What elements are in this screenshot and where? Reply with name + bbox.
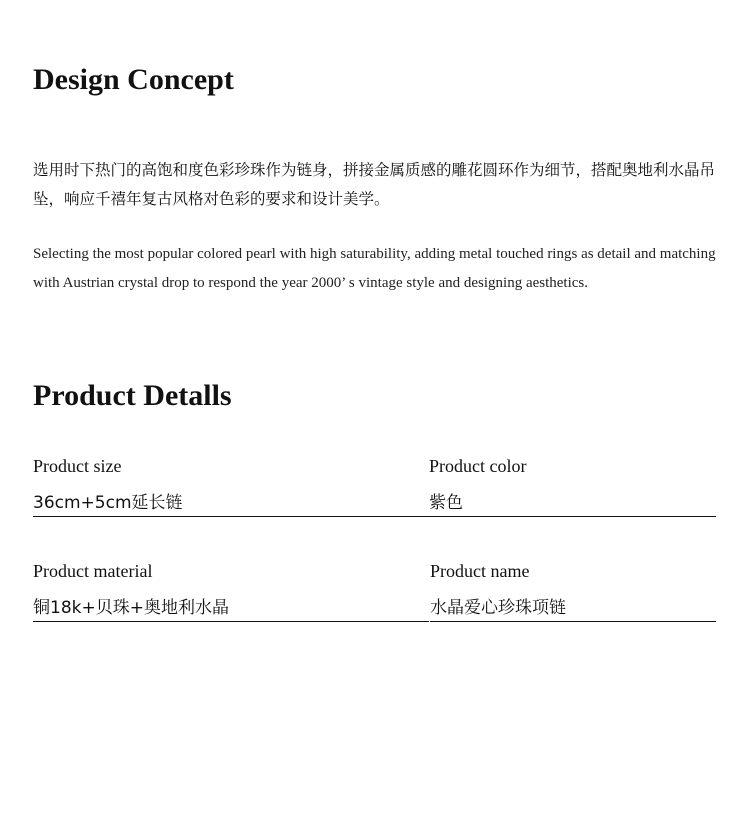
product-name-label: Product name: [430, 561, 530, 581]
product-color-field: [429, 455, 716, 517]
product-material-value: 铜18k+贝珠+奥地利水晶: [33, 598, 429, 622]
design-concept-english-text: Selecting the most popular colored pearl with high saturability, adding metal touched rings as detail and matching with Austrian crystal drop to respond the year 2000’ s vintage style and designing aesthetics.: [33, 246, 716, 291]
design-concept-chinese-text: 选用时下热门的高饱和度色彩珍珠作为链身，拼接金属质感的雕花圆环作为细节，搭配奥地利水晶吊坠，响应千禧年复古风格对色彩的要求和设计美学。: [33, 161, 716, 208]
product-size-value: 36cm+5cm延长链: [33, 493, 429, 517]
product-size-label: Product size: [33, 456, 122, 476]
product-material-label: Product material: [33, 561, 153, 581]
product-details-title: Product Detalls: [33, 379, 232, 412]
product-name-value: 水晶爱心珍珠项链: [430, 598, 716, 622]
product-size-field: [33, 455, 429, 517]
design-concept-title: Design Concept: [33, 63, 234, 96]
product-name-field: [430, 560, 716, 622]
product-color-value: 紫色: [429, 493, 716, 517]
product-color-label: Product color: [429, 456, 527, 476]
product-material-field: [33, 560, 429, 622]
